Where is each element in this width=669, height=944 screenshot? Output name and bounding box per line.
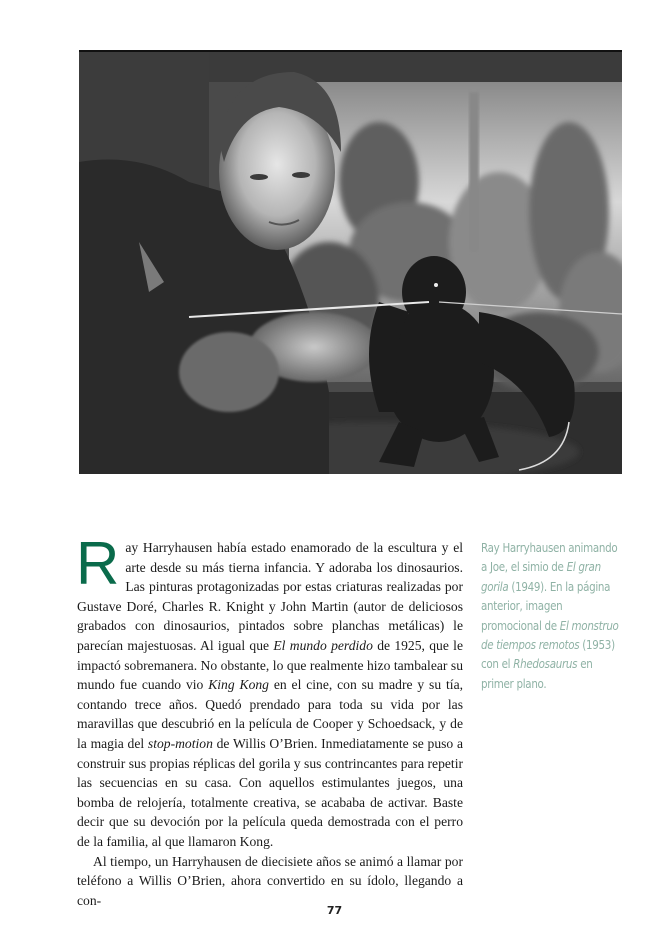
text-run: en el cine, con su madre y su tía, contando trece años. Quedó prendado para toda su vida por las maravillas que descubrió en la película de Cooper y Schoedsack, y de la magia del bbox=[77, 677, 463, 751]
photo-harryhausen-gorilla bbox=[79, 50, 622, 474]
italic-title: stop-motion bbox=[147, 735, 213, 751]
article-body bbox=[76, 530, 464, 910]
italic-title: El monstruo de tiempos remotos bbox=[481, 618, 619, 653]
page-number: 77 bbox=[326, 904, 343, 917]
text-run: (1949). En la página anterior, imagen promocional de bbox=[481, 579, 611, 633]
photo-caption bbox=[481, 539, 625, 694]
italic-title: King Kong bbox=[208, 677, 269, 693]
text-run: (1953) con el bbox=[481, 638, 615, 672]
paragraph-2: Al tiempo, un Harryhausen de diecisiete años se animó a llamar por teléfono a Willis O’Brien, ahora convertido en su ídolo, llegando a con- bbox=[77, 853, 463, 908]
text-run: ay Harryhausen había estado enamorado de la escultura y el arte desde su más tierna infancia. Y adoraba los dinosaurios. Las pinturas protagonizadas por estas criaturas realizadas por Gustave Doré, Charles R. Knight y John Martin (autor de deliciosos grabados con dinosaurios, pintados sobre planchas metálicas) le parecían majestuosas. Al igual que bbox=[77, 540, 463, 653]
italic-title: El gran gorila bbox=[481, 560, 601, 594]
text-run: de 1925, que le impactó sobremanera. No obstante, lo que realmente hizo tambalear su mundo fue cuando vio bbox=[77, 637, 463, 693]
photo-image bbox=[79, 52, 622, 474]
italic-title: El mundo perdido bbox=[273, 637, 373, 653]
text-run: Ray Harryhausen animando a Joe, el simio de bbox=[481, 541, 618, 575]
text-run: de Willis O’Brien. Inmediatamente se puso a construir sus propias réplicas del gorila y sus contrincantes para repetir las secuencias en su casa. Con aquellos estimulantes juegos, una bomba de relojería, totalmente creativa, se acababa de activar. Baste decir que su devoción por la película queda demostrada con el perro de la familia, al que llamaron Kong. bbox=[77, 735, 464, 849]
paragraph-1 bbox=[76, 530, 464, 852]
paragraph-1-text bbox=[76, 530, 464, 849]
italic-title: Rhedosaurus bbox=[513, 657, 578, 672]
text-run: en primer plano. bbox=[481, 657, 593, 691]
drop-cap: R bbox=[76, 530, 120, 597]
